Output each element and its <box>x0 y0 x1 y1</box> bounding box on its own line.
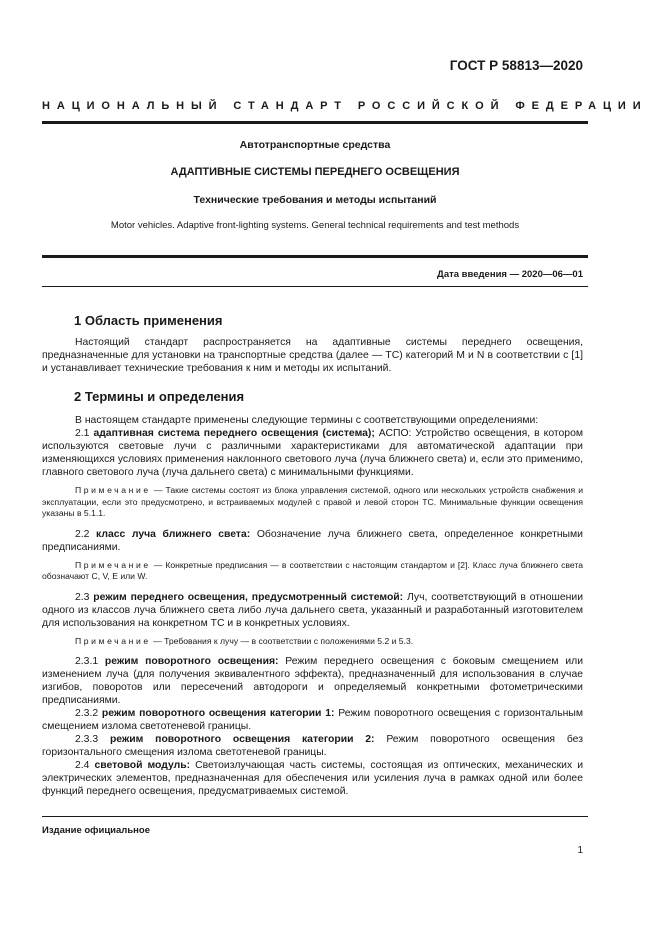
title-main: АДАПТИВНЫЕ СИСТЕМЫ ПЕРЕДНЕГО ОСВЕЩЕНИЯ <box>170 166 460 178</box>
title-category: Автотранспортные средства <box>239 139 391 151</box>
title-subtitle: Технические требования и методы испытаний <box>193 194 437 206</box>
term-2-3-title: режим переднего освещения, предусмотренный системой: <box>93 591 404 603</box>
term-2-2-title: класс луча ближнего света: <box>96 528 251 540</box>
term-2-2: 2.2 класс луча ближнего света: Обозначение луча ближнего света, определенное конкретными предписаниями. <box>42 528 583 553</box>
term-2-3-1: 2.3.1 режим поворотного освещения: Режим переднего освещения с боковым смещением или изменением луча (для получения эквивалентного эффекта), предназначенный для использования в случае изгибов, поворотов или пересечений автодороги и определяемый конкретными фотометрическими предписаниями. <box>42 656 583 706</box>
term-2-3-3-title: режим поворотного освещения категории 2: <box>109 734 375 745</box>
section-1-heading: 1 Область применения <box>74 313 223 328</box>
term-2-1: 2.1 адаптивная система переднего освещения (система); АСПО: Устройство освещения, в котором используются световые лучи с различными характеристиками для автоматической адаптации при изменяющихся условиях применения наклонного светового луча (луча ближнего света) и, если это применимо, главного светового луча (луча дальнего света) с минимальными функциями. <box>42 428 583 478</box>
term-2-3-1-title: режим поворотного освещения: <box>104 656 279 667</box>
footer-divider <box>42 816 588 817</box>
term-2-3: 2.3 режим переднего освещения, предусмотренный системой: Луч, соответствующий в отношении одного из классов луча ближнего света либо луча дальнего света, указанный и разработанный изготовителем для использования на конкретном ТС и в конкретных условиях. <box>42 591 584 629</box>
note-3: Примечание — Требования к лучу — в соответствии с положениями 5.2 и 5.3. <box>75 635 414 646</box>
term-2-3-2: 2.3.2 режим поворотного освещения категории 1: Режим поворотного освещения с горизонтальным смещением излома светотеневой границы. <box>42 708 583 732</box>
section-1-body <box>42 336 583 375</box>
page-number: 1 <box>577 845 583 856</box>
title-divider <box>42 255 588 258</box>
official-edition-label: Издание официальное <box>42 825 150 836</box>
term-2-3-3: 2.3.3 режим поворотного освещения категории 2: Режим поворотного освещения без горизонтального смещения излома светотеневой границы. <box>42 734 583 758</box>
term-2-4-title: световой модуль: <box>94 760 191 771</box>
header-divider <box>42 121 588 124</box>
term-2-3-2-title: режим поворотного освещения категории 1: <box>101 708 335 719</box>
title-english: Motor vehicles. Adaptive front-lighting systems. General technical requirements and test methods <box>110 220 520 231</box>
section-2-body <box>42 414 583 798</box>
national-standard-caption: НАЦИОНАЛЬНЫЙ СТАНДАРТ РОССИЙСКОЙ ФЕДЕРАЦИИ <box>42 100 648 112</box>
term-2-1-title: адаптивная система переднего освещения (система); <box>93 428 375 439</box>
date-divider <box>42 286 588 287</box>
note-2: Примечание — Конкретные предписания — в соответствии с настоящим стандартом и [2]. Класс луча ближнего света обозначают C, V, E или W. <box>42 559 583 581</box>
terms-intro: В настоящем стандарте применены следующие термины с соответствующими определениями: <box>75 415 539 426</box>
standard-number: ГОСТ Р 58813—2020 <box>449 58 583 73</box>
introduction-date: Дата введения — 2020—06—01 <box>437 269 583 280</box>
section-2-heading: 2 Термины и определения <box>74 389 245 404</box>
term-2-4: 2.4 световой модуль: Светоизлучающая часть системы, состоящая из оптических, механических и электрических элементов, предназначенная для обеспечения или усиления луча в рамках одной или более функций переднего освещения, предусматриваемых системой. <box>42 760 583 797</box>
note-1: Примечание — Такие системы состоят из блока управления системой, одного или нескольких устройств снабжения и эксплуатации, если это предусмотрено, и встраиваемых модулей с правой и левой сторон ТС. Минимальные функции освещения указаны в 5.1.1. <box>42 485 583 518</box>
scope-paragraph: Настоящий стандарт распространяется на адаптивные системы переднего освещения, предназначенные для установки на транспортные средства (далее — ТС) категорий M и N в соответствии с [1] и устанавливает технические требования к ним и методы их испытаний. <box>42 337 583 374</box>
